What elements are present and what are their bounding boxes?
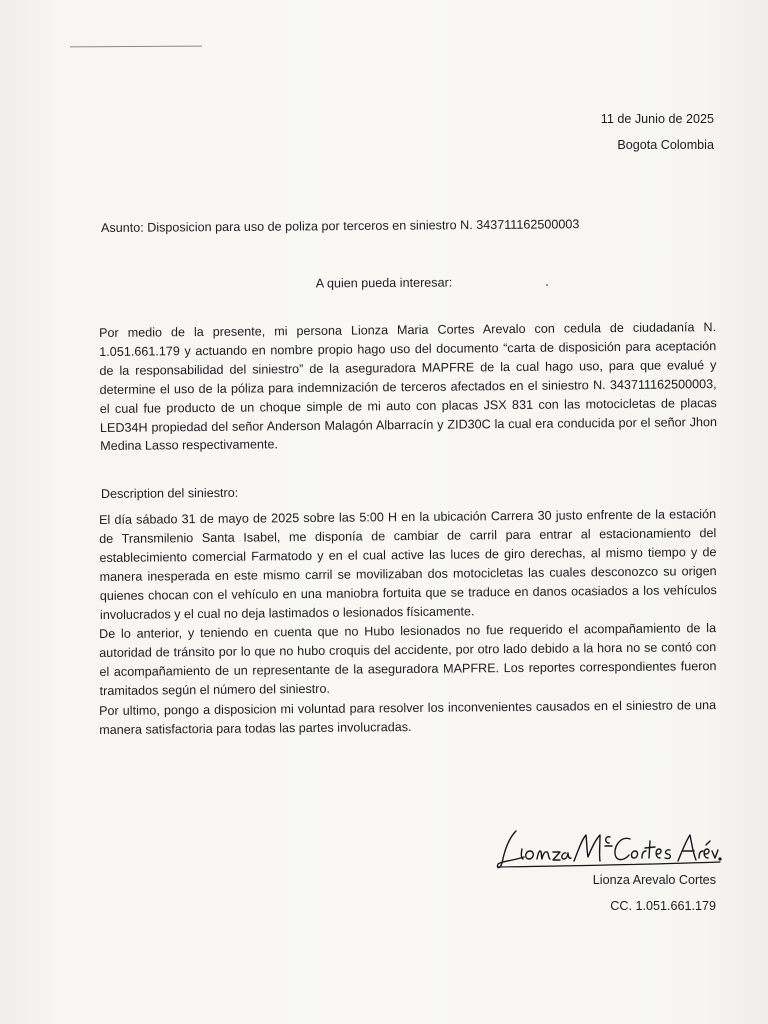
signer-name: Lionza Arevalo Cortes — [592, 873, 716, 887]
letter-city: Bogota Colombia — [617, 138, 714, 152]
paragraph-intro — [99, 318, 717, 456]
paragraph-closing-text: Por ultimo, pongo a disposicion mi voluntad para resolver los inconvenientes causados en el siniestro de una manera satisfactoria para todas las partes involucradas. — [99, 698, 717, 737]
paragraph-closing — [99, 696, 716, 740]
description-heading: Description del siniestro: — [100, 485, 239, 501]
top-rule — [70, 46, 202, 48]
paragraph-description-text: El día sábado 31 de mayo de 2025 sobre las 5:00 H en la ubicación Carrera 30 justo enfrente de la estación de Transmilenio Santa Isabel, me disponía de cambiar de carril para entrar al estacionamiento del establecimiento comercial Farmatodo y en el cual active las luces de giro derechas, al mismo tiempo y de manera inesperada en este mismo carril se movilizaban dos motocicletas las cuales desconozco su origen quienes chocan con el vehículo en una maniobra fortuita que se traduce en danos ocasiados a los vehículos involucrados y el cual no deja lastimados o lesionados físicamente. — [99, 507, 717, 622]
signer-id: CC. 1.051.661.179 — [610, 899, 716, 913]
paragraph-consequence — [99, 619, 717, 701]
paragraph-description — [99, 505, 717, 624]
letter-salutation: A quien pueda interesar: — [315, 275, 453, 291]
paragraph-intro-text: Por medio de la presente, mi persona Lionza Maria Cortes Arevalo con cedula de ciudadanía N. 1.051.661.179 y actuando en nombre propio hago uso del documento “carta de disposición para aceptación de la responsabilidad del siniestro” de la aseguradora MAPFRE de la cual hago uso, para que evalué y determine el uso de la póliza para indemnización de terceros afectados en el siniestro N. 343711162500003, el cual fue producto de un choque simple de mi auto con placas JSX 831 con las motocicletas de placas LED34H propiedad del señor Anderson Malagón Albarracín y ZID30C la cual era conducida por el señor Jhon Medina Lasso respectivamente. — [99, 320, 718, 454]
letter-date: 11 de Junio de 2025 — [600, 112, 714, 126]
paragraph-consequence-text: De lo anterior, y teniendo en cuenta que no Hubo lesionados no fue requerido el acompañamiento de la autoridad de tránsito por lo que no hubo croquis del accidente, por otro lado debido a la hora no se contó con el acompañamiento de un representante de la aseguradora MAPFRE. Los reportes correspondientes fueron tramitados según el número del siniestro. — [99, 621, 717, 698]
paper-speck — [546, 284, 548, 286]
handwritten-signature — [494, 823, 722, 875]
letter-subject: Asunto: Disposicion para uso de poliza por terceros en siniestro N. 343711162500003 — [100, 217, 580, 235]
